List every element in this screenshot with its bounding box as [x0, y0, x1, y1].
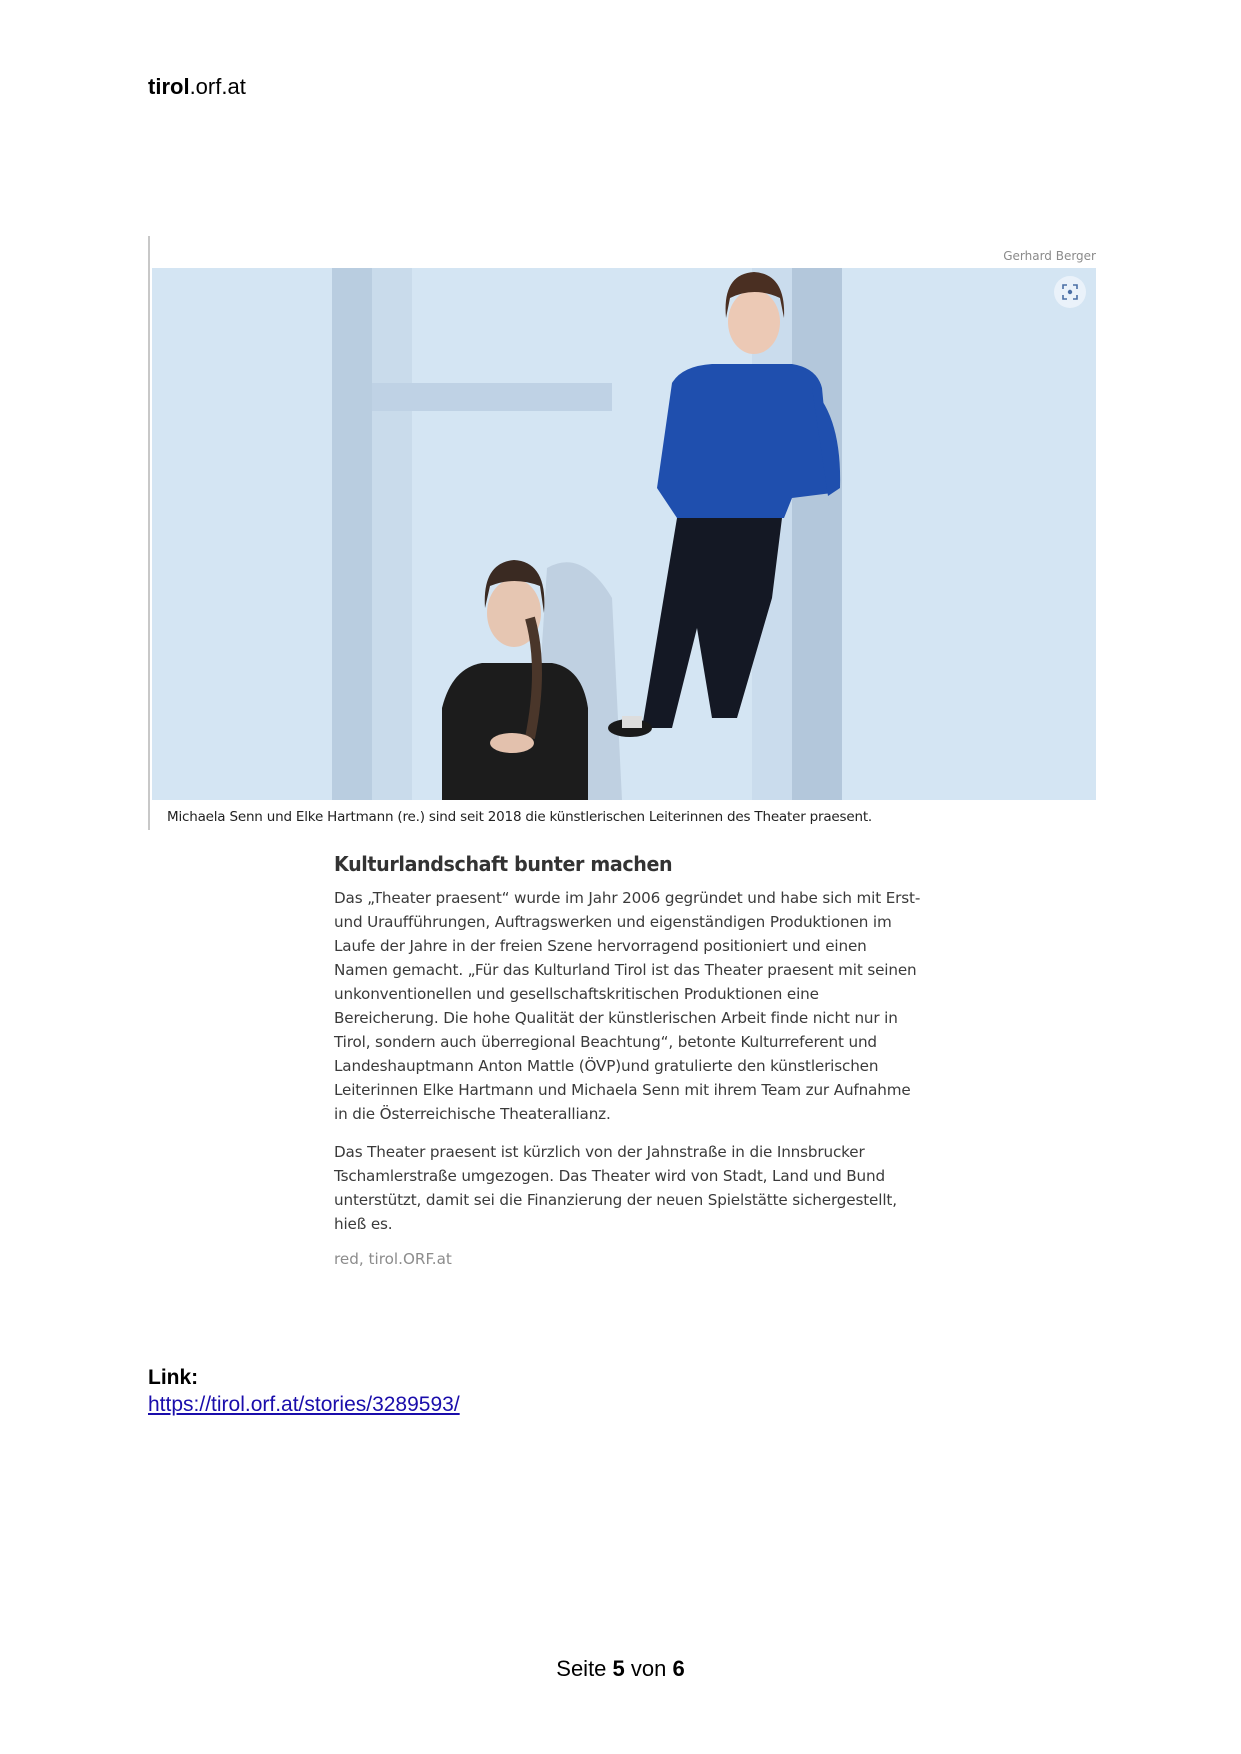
article-paragraph: Das „Theater praesent“ wurde im Jahr 2006 gegründet und habe sich mit Erst- und Uraufführungen, Auftragswerken und eigenständigen Produktionen im Laufe der Jahre in der freien Szene hervorragend positioniert und einen Namen gemacht. „Für das Kulturland Tirol ist das Theater praesent mit seinen unkonventionellen und gesellschaftskritischen Produktionen eine Bereicherung. Die hohe Qualität der künstlerischen Arbeit finde nicht nur in Tirol, sondern auch überregional Beachtung“, betonte Kulturreferent und Landeshauptmann Anton Mattle (ÖVP)und gratulierte den künstlerischen Leiterinnen Elke Hartmann und Michaela Senn mit ihrem Team zur Aufnahme in die Österreichische Theaterallianz.	[334, 889, 921, 1123]
page-middle: von	[624, 1656, 673, 1681]
page-prefix: Seite	[556, 1656, 613, 1681]
site-name-bold: tirol	[148, 74, 190, 99]
photo-illustration	[152, 268, 1096, 800]
zoom-button[interactable]	[1054, 276, 1086, 308]
source-link[interactable]: https://tirol.orf.at/stories/3289593/	[148, 1393, 460, 1416]
link-block	[148, 1364, 460, 1418]
site-header	[148, 74, 246, 100]
byline: red, tirol.ORF.at	[334, 1250, 452, 1268]
article-figure	[148, 236, 1096, 830]
photo-credit: Gerhard Berger	[1003, 249, 1096, 263]
photo-caption: Michaela Senn und Elke Hartmann (re.) sind seit 2018 die künstlerischen Leiterinnen des Theater praesent.	[167, 809, 873, 825]
link-label: Link:	[148, 1366, 199, 1389]
page-number: 5	[612, 1656, 625, 1681]
page-footer	[0, 1656, 1241, 1682]
section-heading: Kulturlandschaft bunter machen	[334, 852, 673, 876]
article-photo[interactable]	[152, 268, 1096, 800]
expand-icon	[1061, 283, 1079, 301]
page-total: 6	[672, 1656, 685, 1681]
article-body	[334, 852, 924, 1268]
article-paragraph: Das Theater praesent ist kürzlich von der Jahnstraße in die Innsbrucker Tschamlerstraße umgezogen. Das Theater wird von Stadt, Land und Bund unterstützt, damit sei die Finanzierung der neuen Spielstätte sichergestellt, hieß es.	[334, 1143, 897, 1233]
site-name-rest: .orf.at	[189, 74, 246, 99]
